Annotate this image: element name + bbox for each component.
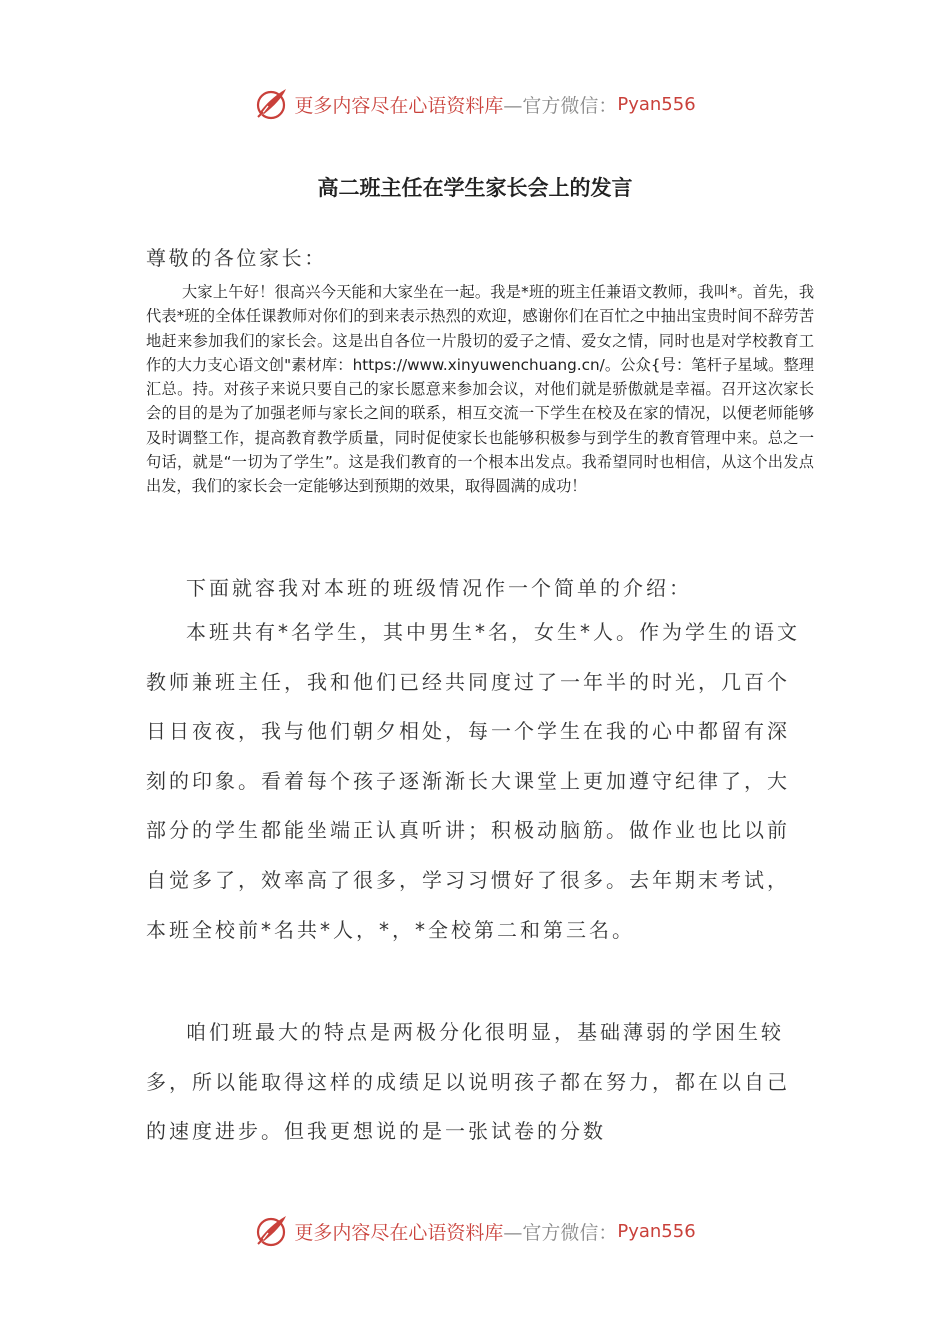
salutation: 尊敬的各位家长：: [146, 246, 327, 270]
page-title: 高二班主任在学生家长会上的发言: [317, 176, 633, 200]
banner-suffix-text: —官方微信：: [503, 94, 618, 117]
banner-brand-text: 更多内容尽在心语资料库: [294, 1221, 504, 1244]
header-banner: [0, 84, 950, 124]
quill-logo-icon: [254, 1213, 290, 1249]
body-paragraph-2: 本班共有*名学生，其中男生*名，女生*人。作为学生的语文教师兼班主任，我和他们已经共同度过了一年半的时光，几百个日日夜夜，我与他们朝夕相处，每一个学生在我的心中都留有深刻的印象。看着每个孩子逐渐渐长大课堂上更加遵守纪律了，大部分的学生都能坐端正认真听讲；积极动脑筋。做作业也比以前自觉多了，效率高了很多，学习习惯好了很多。去年期末考试，本班全校前*名共*人，*，*全校第二和第三名。: [146, 620, 800, 942]
banner-brand-text: 更多内容尽在心语资料库: [294, 94, 504, 117]
body-paragraph-3: 咱们班最大的特点是两极分化很明显，基础薄弱的学困生较多，所以能取得这样的成绩足以说明孩子都在努力，都在以自己的速度进步。但我更想说的是一张试卷的分数: [146, 1020, 790, 1144]
intro-paragraph: 大家上午好！很高兴今天能和大家坐在一起。我是*班的班主任兼语文教师，我叫*。首先，我代表*班的全体任课教师对你们的到来表示热烈的欢迎，感谢你们在百忙之中抽出宝贵时间不辞劳苦地赶来参加我们的家长会。这是出自各位一片殷切的爱子之情、爱女之情，同时也是对学校教育工作的大力支心语文创"素材库：https://www.xinyuwenchuang.cn/。公众{号：笔杆子星域。整理汇总。持。对孩子来说只要自己的家长愿意来参加会议，对他们就是骄傲就是幸福。召开这次家长会的目的是为了加强老师与家长之间的联系，相互交流一下学生在校及在家的情况，以便老师能够及时调整工作，提高教育教学质量，同时促使家长也能够积极参与到学生的教育管理中来。总之一句话，就是“一切为了学生”。这是我们教育的一个根本出发点。我希望同时也相信，从这个出发点出发，我们的家长会一定能够达到预期的效果，取得圆满的成功！: [146, 283, 814, 496]
quill-logo-icon: [254, 86, 290, 122]
banner-wechat-id: Pyan556: [617, 93, 696, 115]
body-paragraph-1: 下面就容我对本班的班级情况作一个简单的介绍：: [186, 576, 692, 600]
banner-wechat-id: Pyan556: [617, 1220, 696, 1242]
banner-suffix-text: —官方微信：: [503, 1221, 618, 1244]
footer-banner: [0, 1211, 950, 1251]
